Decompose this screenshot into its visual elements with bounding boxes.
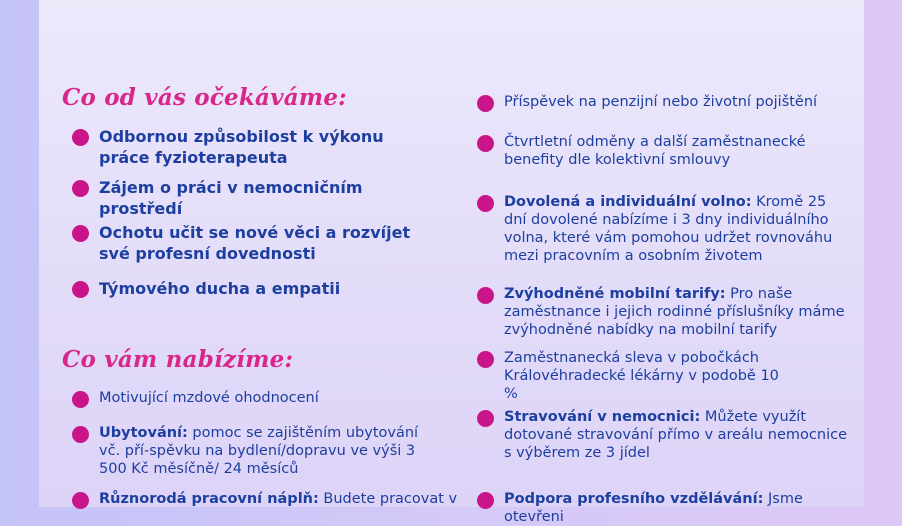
expectations-heading: Co od vás očekáváme: (62, 84, 347, 111)
benefit-body: Jsme otevřeni (504, 491, 803, 525)
benefit-text (504, 193, 834, 265)
benefit-text (504, 349, 794, 403)
bullet-dot-icon (477, 492, 494, 509)
bullet-dot-icon (477, 351, 494, 368)
expectation-text: Odbornou způsobilost k výkonu práce fyzioterapeuta (99, 127, 384, 167)
benefit-text (504, 408, 854, 462)
benefit-body: Zaměstnanecká sleva v pobočkách Královéhradecké lékárny v podobě 10 % (504, 350, 779, 402)
benefit-title: Zvýhodněné mobilní tarify: (504, 286, 726, 302)
offer-body: Budete pracovat v (318, 491, 458, 507)
offer-text (99, 424, 439, 478)
bullet-dot-icon (72, 492, 89, 509)
offer-title: Různorodá pracovní náplň: (99, 491, 319, 507)
bullet-dot-icon (72, 426, 89, 443)
bullet-dot-icon (477, 195, 494, 212)
bullet-dot-icon (477, 287, 494, 304)
bullet-dot-icon (72, 281, 89, 298)
bullet-dot-icon (477, 95, 494, 112)
expectation-text: Ochotu učit se nové věci a rozvíjet své profesní dovednosti (99, 223, 411, 263)
benefit-text (504, 490, 855, 526)
benefit-title: Stravování v nemocnici: (504, 409, 701, 425)
benefit-body: Příspěvek na penzijní nebo životní pojištění (504, 94, 818, 110)
benefit-body: Kromě 25 dní dovolené nabízíme i 3 dny individuálního volna, které vám pomohou udržet rovnováhu mezi pracovním a osobním životem (504, 194, 833, 264)
benefit-text (504, 93, 855, 111)
bullet-dot-icon (477, 410, 494, 427)
bullet-dot-icon (477, 135, 494, 152)
offer-body: pomoc se zajištěním ubytování vč. pří-spěvku na bydlení/dopravu ve výši 3 500 Kč měsíčně/ 24 měsíců (99, 425, 419, 477)
benefit-text (504, 285, 857, 339)
benefit-text (504, 133, 855, 169)
benefit-title: Podpora profesního vzdělávání: (504, 491, 764, 507)
benefit-body: Čtvrtletní odměny a další zaměstnanecké benefity dle kolektivní smlouvy (504, 134, 806, 168)
benefit-body: Pro naše zaměstnance i jejich rodinné příslušníky máme zvýhodněné nabídky na mobilní tarify (504, 286, 845, 338)
expectation-text: Týmového ducha a empatii (99, 279, 341, 298)
offer-body: Motivující mzdové ohodnocení (99, 390, 319, 406)
offer-text (99, 490, 467, 508)
bullet-dot-icon (72, 129, 89, 146)
benefit-body: Můžete využít dotované stravování přímo v areálu nemocnice s výběrem ze 3 jídel (504, 409, 847, 461)
offer-text (99, 389, 467, 407)
benefit-title: Dovolená a individuální volno: (504, 194, 752, 210)
expectation-text: Zájem o práci v nemocničním prostředí (99, 178, 363, 218)
offers-heading: Co vám nabízíme: (62, 346, 294, 373)
offer-title: Ubytování: (99, 425, 188, 441)
bullet-dot-icon (72, 391, 89, 408)
bullet-dot-icon (72, 180, 89, 197)
bullet-dot-icon (72, 225, 89, 242)
